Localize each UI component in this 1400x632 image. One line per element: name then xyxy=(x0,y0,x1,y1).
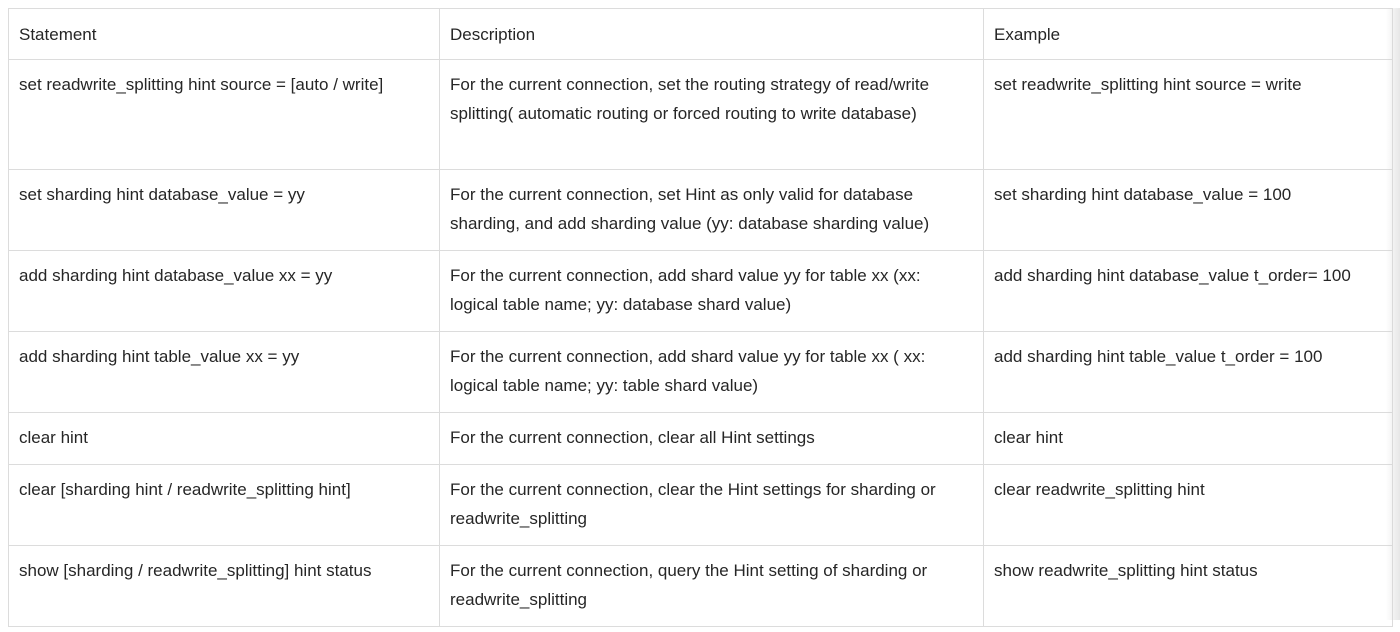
table-row xyxy=(9,546,1393,627)
hint-statements-table xyxy=(8,8,1393,627)
cell-statement: add sharding hint database_value xx = yy xyxy=(9,251,440,332)
cell-example: clear hint xyxy=(984,413,1393,465)
table-header xyxy=(9,9,1393,60)
cell-description: For the current connection, set Hint as only valid for database sharding, and add sharding value (yy: database sharding value) xyxy=(440,170,984,251)
cell-description: For the current connection, clear all Hint settings xyxy=(440,413,984,465)
table-body xyxy=(9,60,1393,627)
table-row xyxy=(9,332,1393,413)
cell-example: set sharding hint database_value = 100 xyxy=(984,170,1393,251)
cell-description: For the current connection, add shard value yy for table xx ( xx: logical table name; yy: table shard value) xyxy=(440,332,984,413)
cell-description: For the current connection, set the routing strategy of read/write splitting( automatic routing or forced routing to write database) xyxy=(440,60,984,170)
cell-description: For the current connection, clear the Hint settings for sharding or readwrite_splitting xyxy=(440,465,984,546)
cell-example: show readwrite_splitting hint status xyxy=(984,546,1393,627)
table-row xyxy=(9,413,1393,465)
header-row xyxy=(9,9,1393,60)
cell-example: add sharding hint table_value t_order = 100 xyxy=(984,332,1393,413)
header-description: Description xyxy=(440,9,984,60)
cell-example: set readwrite_splitting hint source = write xyxy=(984,60,1393,170)
header-example: Example xyxy=(984,9,1393,60)
cell-description: For the current connection, query the Hint setting of sharding or readwrite_splitting xyxy=(440,546,984,627)
cell-example: clear readwrite_splitting hint xyxy=(984,465,1393,546)
cell-statement: clear [sharding hint / readwrite_splitting hint] xyxy=(9,465,440,546)
table-row xyxy=(9,465,1393,546)
hint-statements-table-container xyxy=(8,8,1392,627)
cell-example: add sharding hint database_value t_order= 100 xyxy=(984,251,1393,332)
table-row xyxy=(9,251,1393,332)
cell-statement: add sharding hint table_value xx = yy xyxy=(9,332,440,413)
cell-statement: clear hint xyxy=(9,413,440,465)
cell-statement: set sharding hint database_value = yy xyxy=(9,170,440,251)
cell-statement: show [sharding / readwrite_splitting] hint status xyxy=(9,546,440,627)
cell-description: For the current connection, add shard value yy for table xx (xx: logical table name; yy: database shard value) xyxy=(440,251,984,332)
cell-statement: set readwrite_splitting hint source = [auto / write] xyxy=(9,60,440,170)
table-row xyxy=(9,60,1393,170)
table-row xyxy=(9,170,1393,251)
header-statement: Statement xyxy=(9,9,440,60)
